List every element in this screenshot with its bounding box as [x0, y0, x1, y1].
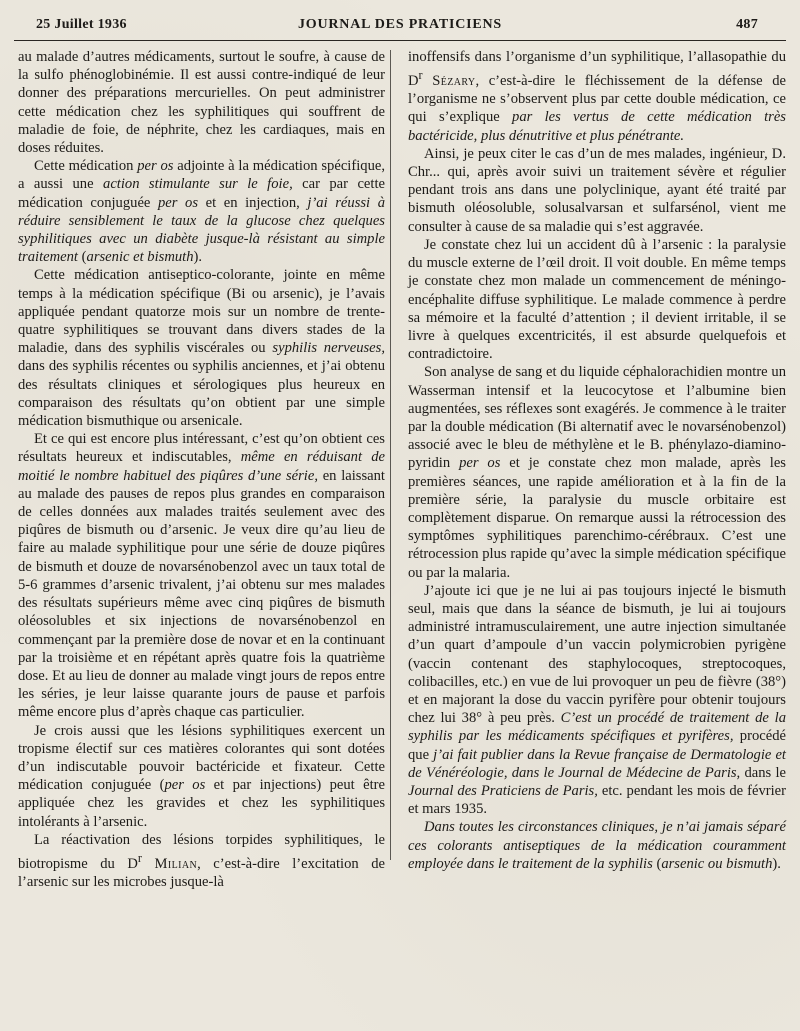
paragraph: Je constate chez lui un accident dû à l’arsenic : la paralysie du muscle externe de l’œil droit. Il voit double. En même temps je constate chez mon malade un commencement de méningo-encéphalite diffuse syphilitique. Le malade commence à perdre sa mémoire et la faculté d’attention ; il devient irritable, il se livre à quelques excentricités, il est absurde quelquefois et contradictoire. — [408, 236, 786, 363]
paragraph: Je crois aussi que les lésions syphilitiques exercent un tropisme électif sur ces matières colorantes qui sont dotées d’un indiscutable pouvoir bactéricide et fixateur. Cette médication conjuguée (per os et par injections) peut être appliquée chez les gravides et chez les syphilitiques intolérants à l’arsenic. — [18, 722, 385, 830]
paragraph: Cette médication antiseptico-colorante, jointe en même temps à la médication spécifique (Bi ou arsenic), je l’avais appliquée pendant quatorze mois sur un nombre de trente-quatre syphilitiques se trouvant dans divers stades de la maladie, dans des syphilis viscérales ou syphilis nerveuses, dans des syphilis récentes ou syphilis anciennes, et j’ai obtenu des résultats cliniques et sérologiques plus heureux en comparaison des résultats qu’on obtient par une simple médication bismuthique ou arsenicale. — [18, 267, 385, 430]
right-column — [408, 48, 786, 1031]
paragraph: Dans toutes les circonstances cliniques, je n’ai jamais séparé ces colorants antiseptiques de la médication couramment employée dans le traitement de la syphilis (arsenic ou bismuth). — [408, 819, 786, 872]
paragraph: inoffensifs dans l’organisme d’un syphilitique, l’allasopathie du $D^r$ Sézary, c’est-à-dire le fléchissement de la défense de l’organisme ne s’observent plus par cette double médication, ce qui s’explique par les vertus de cette médication très bactéricide, plus dénutritive et plus pénétrante. — [408, 49, 786, 144]
paragraph: Son analyse de sang et du liquide céphalorachidien montre un Wasserman intensif et la leucocytose et l’albumine bien augmentées, ses réflexes sont exagérés. Je commence à le traiter par la double médication (Bi alternatif avec le novarsénobenzol) associé avec le bleu de méthylène et le B. phénylazo-diamino-pyridin per os et je constate chez mon malade, après les premières séances, une rapide amélioration et à la fin de la première série, la paralysie du muscle orbitaire est complètement disparue. On remarque aussi la rétrocession des symptômes syphilitiques parenchimo-cérébraux. C’est une rétrocession plus rapide qu’avec la simple médication spécifique ou par la malaria. — [408, 364, 786, 581]
paragraph: J’ajoute ici que je ne lui ai pas toujours injecté le bismuth seul, mais que dans la séance de bismuth, je lui ai toujours administré intramusculairement, une autre injection simultanée d’un quart d’ampoule d’un vaccin polymicrobien pyrigène (vaccin contenant des staphylocoques, streptocoques, colibacilles, etc.) en vue de lui provoquer un peu de fièvre (38°) et en majorant la dose du vaccin pyrifère pour obtenir toujours chez lui 38° à peu près. C’est un procédé de traitement de la syphilis par les médicaments spécifiques et pyrifères, procédé que j’ai fait publier dans la Revue française de Dermatologie et de Vénéréologie, dans le Journal de Médecine de Paris, dans le Journal des Praticiens de Paris, etc. pendant les mois de février et mars 1935. — [408, 582, 787, 818]
paragraph: Ainsi, je peux citer le cas d’un de mes malades, ingénieur, D. Chr... qui, après avoir suivi un traitement sévère et régulier pendant trois ans dans une polyclinique, ayant été traité par bismuth oléosoluble, solusalvarsan et sulfarsénol, vient me consulter à cause de sa maladie qui s’est aggravée. — [408, 145, 786, 235]
journal-title: JOURNAL DES PRATICIENS — [297, 17, 503, 32]
page-number: 487 — [736, 17, 758, 32]
article-body — [18, 48, 786, 1031]
paragraph: La réactivation des lésions torpides syphilitiques, le biotropisme du $D^r$ Milian, c’est-à-dire l’excitation de l’arsenic sur les microbes jusque-là — [18, 831, 385, 890]
left-column — [18, 48, 385, 1031]
paragraph: Et ce qui est encore plus intéressant, c’est qu’on obtient ces résultats heureux et indiscutables, même en réduisant de moitié le nombre habituel des piqûres d’une série, en laissant au malade des pauses de repos plus grandes en comparaison de celles données aux malades traités seulement avec des piqûres de bismuth ou d’arsenic. Je veux dire qu’au lieu de faire au malade syphilitique pour une série de douze piqûres de bismuth et douze de novarsénobenzol avec un taux total de 5-6 grammes d’arsenic trivalent, j’ai obtenu sur mes malades des résultats supérieurs même avec cinq piqûres de bismuth oléosolubles et six injections de novarsénobenzol en commençant par la première dose de novar et en la continuant par la troisième et en répétant après quatre fois la quatrième dose. Et au lieu de donner au malade vingt jours de repos entre les séries, je leur laisse quarante jours de pause et parfois même encore plus d’après chaque cas particulier. — [18, 431, 385, 721]
paragraph: au malade d’autres médicaments, surtout le soufre, à cause de la sulfo phénoglobinémie. Il est aussi contre-indiqué de leur donner des préparations mercurielles. On peut administrer cette médication chez les syphilitiques qui souffrent de maladie de foie, de néphrite, chez les cardiaques, mais en doses réduites. — [18, 49, 385, 157]
paragraph: Cette médication per os adjointe à la médication spécifique, a aussi une action stimulante sur le foie, car par cette médication conjuguée per os et en injection, j’ai réussi à réduire sensiblement le taux de la glucose chez quelques syphilitiques avec un diabète jusque-là résistant au simple traitement (arsenic et bismuth). — [18, 158, 385, 266]
page-header — [14, 14, 786, 41]
issue-date: 25 Juillet 1936 — [36, 17, 127, 32]
